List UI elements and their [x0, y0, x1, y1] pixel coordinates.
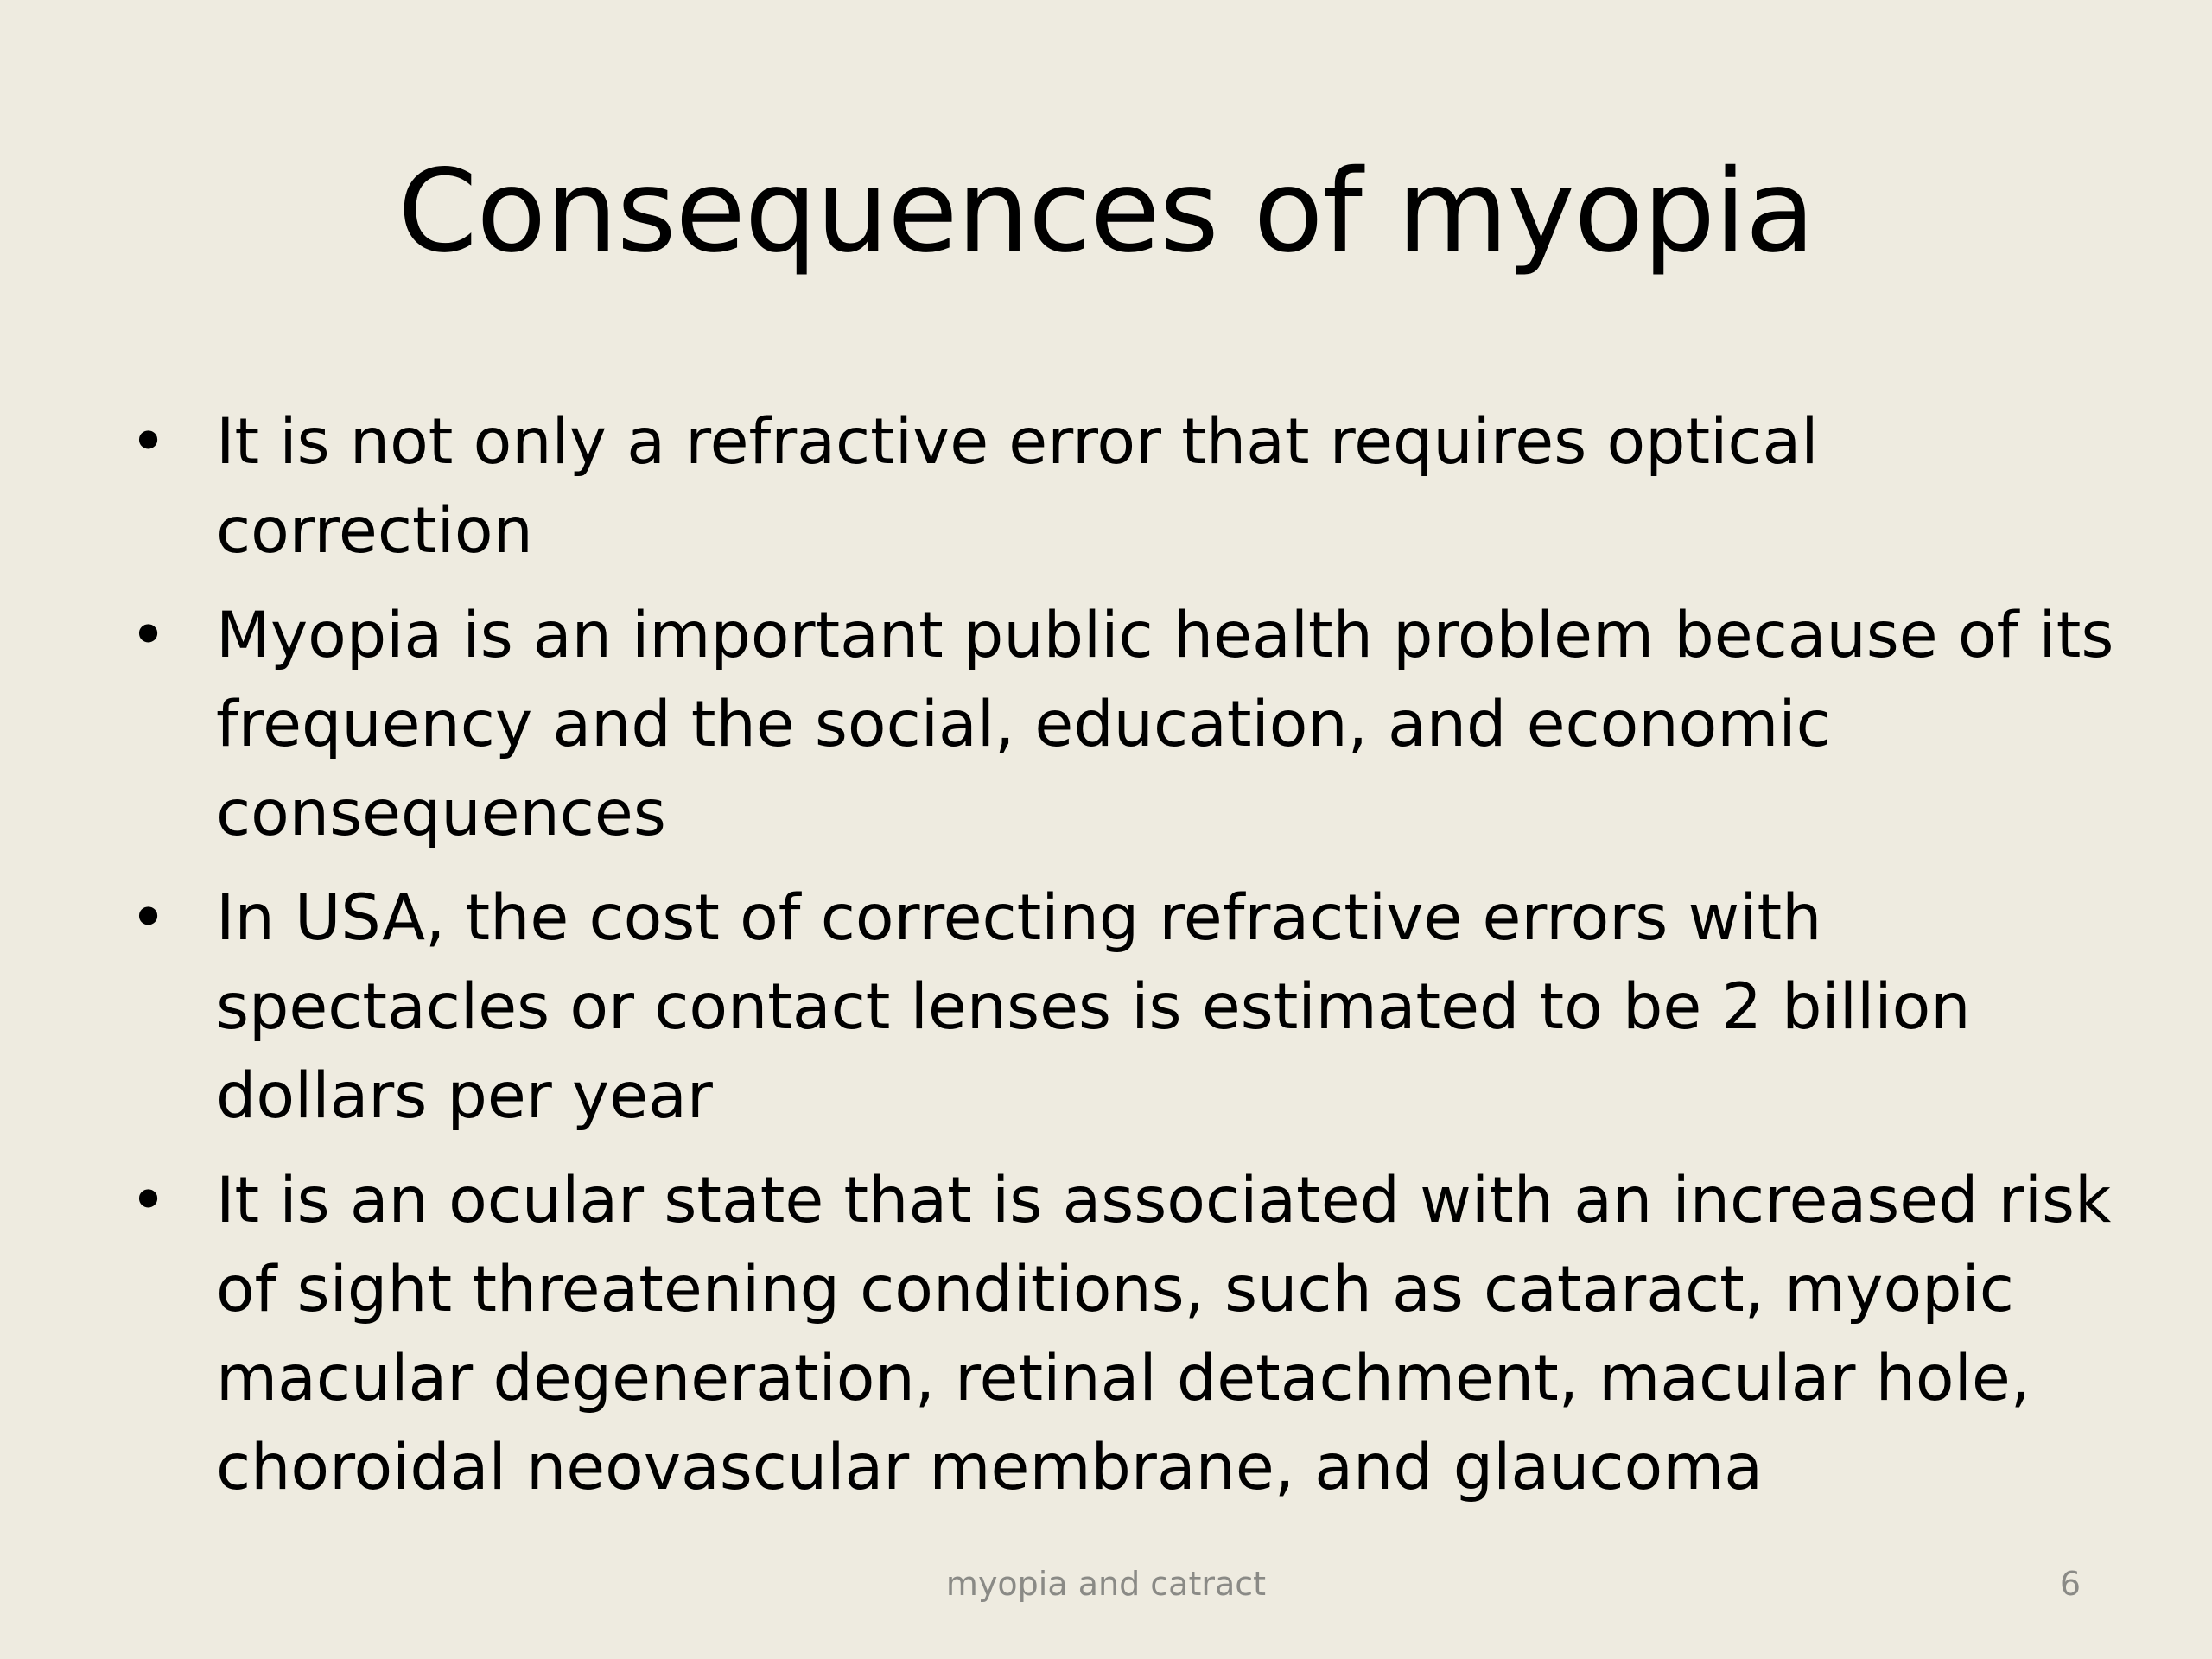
- bullet-item: [130, 591, 2117, 858]
- bullet-text: It is not only a refractive error that requires optical correction: [216, 405, 1819, 568]
- bullet-list: [130, 397, 2117, 1528]
- bullet-text: Myopia is an important public health problem because of its frequency and the social, education, and economic consequences: [216, 599, 2114, 850]
- bullet-text: It is an ocular state that is associated with an increased risk of sight threatening conditions, such as cataract, myopic macular degeneration, retinal detachment, macular hole, choroidal neovascular membrane, and glaucoma: [216, 1164, 2112, 1504]
- bullet-item: [130, 874, 2117, 1141]
- bullet-marker: •: [130, 405, 168, 479]
- bullet-item: [130, 1156, 2117, 1512]
- bullet-marker: •: [130, 599, 168, 672]
- slide-title: Consequences of myopia: [397, 145, 1815, 278]
- page-number: 6: [2059, 1565, 2081, 1603]
- bullet-item: [130, 397, 2117, 575]
- bullet-text: In USA, the cost of correcting refractive errors with spectacles or contact lenses is estimated to be 2 billion dollars per year: [216, 881, 1971, 1133]
- footer-text: myopia and catract: [945, 1565, 1267, 1603]
- bullet-marker: •: [130, 881, 168, 955]
- bullet-marker: •: [130, 1164, 168, 1237]
